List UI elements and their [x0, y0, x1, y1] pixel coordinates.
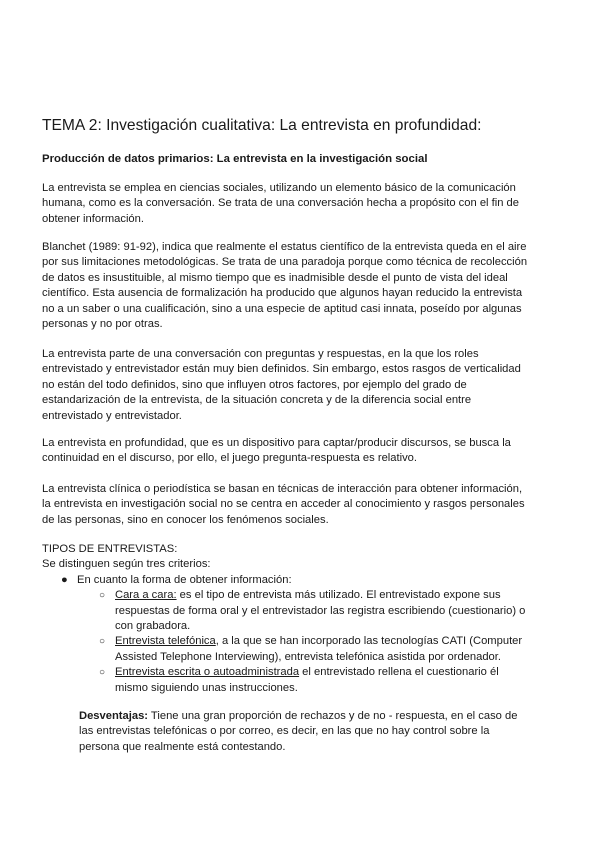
text-line: , a la que se han incorporado las tecnologías CATI (Computer	[215, 635, 523, 648]
text-line: persona que realmente está contestando.	[79, 740, 286, 753]
bullet-item	[42, 573, 562, 588]
disadvantages-paragraph	[79, 709, 569, 755]
text-line: el entrevistado rellena el cuestionario él	[299, 666, 499, 679]
text-line: La entrevista clínica o periodística se basan en técnicas de interacción para obtener información,	[42, 483, 523, 495]
text-line: La entrevista en profundidad, que es un dispositivo para captar/producir discursos, se busca la	[42, 437, 511, 449]
text-line: La entrevista se emplea en ciencias sociales, utilizando un elemento básico de la comunicación	[42, 182, 516, 194]
paragraph-intro	[42, 181, 562, 227]
text-line: por sus limitaciones metodológicas. Se trata de una paradoja porque como técnica de recolección	[42, 256, 528, 269]
text-line: obtener información.	[42, 212, 144, 225]
text-line: mismo siguiendo unas instrucciones.	[115, 681, 298, 694]
paragraph-roles	[42, 347, 562, 424]
interview-types-section	[42, 542, 562, 696]
text-line: Tiene una gran proporción de rechazos y de no - respuesta, en el caso de	[148, 710, 518, 722]
text-line: no a un saber o una cualificación, sino a una especie de aptitud casi innata, poseído por algunas	[42, 302, 522, 315]
text-line: de datos es insustituible, al mismo tiempo que es inadmisible desde el punto de vista del ideal	[42, 271, 508, 284]
bullet-text: En cuanto la forma de obtener información:	[77, 573, 292, 586]
section-subtitle: Producción de datos primarios: La entrevista en la investigación social	[42, 153, 428, 165]
text-line: es el tipo de entrevista más utilizado. El entrevistado expone sus	[176, 589, 501, 602]
text-line: las entrevistas telefónicas o por correo, es decir, en las que no hay control sobre la	[79, 725, 490, 738]
text-line: la entrevista en investigación social no se centra en acceder al conocimiento y rasgos personales	[42, 498, 525, 511]
text-line: de las personas, sino en conocer los fenómenos sociales.	[42, 513, 329, 526]
text-line: entrevistado y entrevistador están muy bien definidos. Sin embargo, estos rasgos de verticalidad	[42, 363, 521, 376]
paragraph-blanchet	[42, 240, 562, 332]
text-line: Assisted Telephone Interviewing), entrevista telefónica asistida por ordenador.	[115, 650, 501, 663]
circle-bullet-icon: ○	[99, 636, 106, 648]
circle-bullet-icon: ○	[99, 667, 106, 679]
text-line: entrevistado y entrevistador.	[42, 409, 182, 422]
text-line: con grabadora.	[115, 620, 191, 633]
circle-bullet-icon: ○	[99, 590, 106, 602]
term-label: Entrevista escrita o autoadministrada	[115, 666, 300, 679]
text-line: personas y no por otras.	[42, 318, 163, 331]
sub-item-face-to-face	[42, 588, 562, 634]
term-label: Entrevista telefónica	[115, 635, 216, 648]
sub-item-telephone	[42, 634, 562, 665]
text-line: humana, como es la conversación. Se trata de una conversación hecha a propósito con el fin de	[42, 197, 520, 210]
bullet-icon: ●	[61, 573, 68, 586]
text-line: Blanchet (1989: 91-92), indica que realmente el estatus científico de la entrevista queda en el aire	[42, 241, 527, 253]
types-heading: TIPOS DE ENTREVISTAS:	[42, 543, 178, 555]
text-line: continuidad en el discurso, por ello, el juego pregunta-respuesta es relativo.	[42, 452, 418, 465]
disadvantages-label: Desventajas:	[79, 710, 149, 722]
term-label: Cara a cara:	[115, 589, 177, 602]
page-title: TEMA 2: Investigación cualitativa: La entrevista en profundidad:	[42, 117, 482, 134]
text-line: no están del todo definidos, sino que influyen otros factores, por ejemplo del grado de	[42, 378, 467, 391]
text-line: respuestas de forma oral y el entrevistador las registra escribiendo (cuestionario) o	[115, 604, 526, 617]
paragraph-clinical	[42, 482, 562, 528]
text-line: La entrevista parte de una conversación con preguntas y respuestas, en la que los roles	[42, 348, 479, 360]
text-line: estandarización de la entrevista, de la situación concreta y de la diferencia social entre	[42, 394, 472, 407]
paragraph-depth-interview	[42, 436, 562, 467]
text-line: científico. Esta ausencia de formalización ha producido que algunos hayan reducido la entrevista	[42, 287, 523, 300]
types-intro: Se distinguen según tres criterios:	[42, 558, 211, 571]
sub-item-written	[42, 665, 562, 696]
